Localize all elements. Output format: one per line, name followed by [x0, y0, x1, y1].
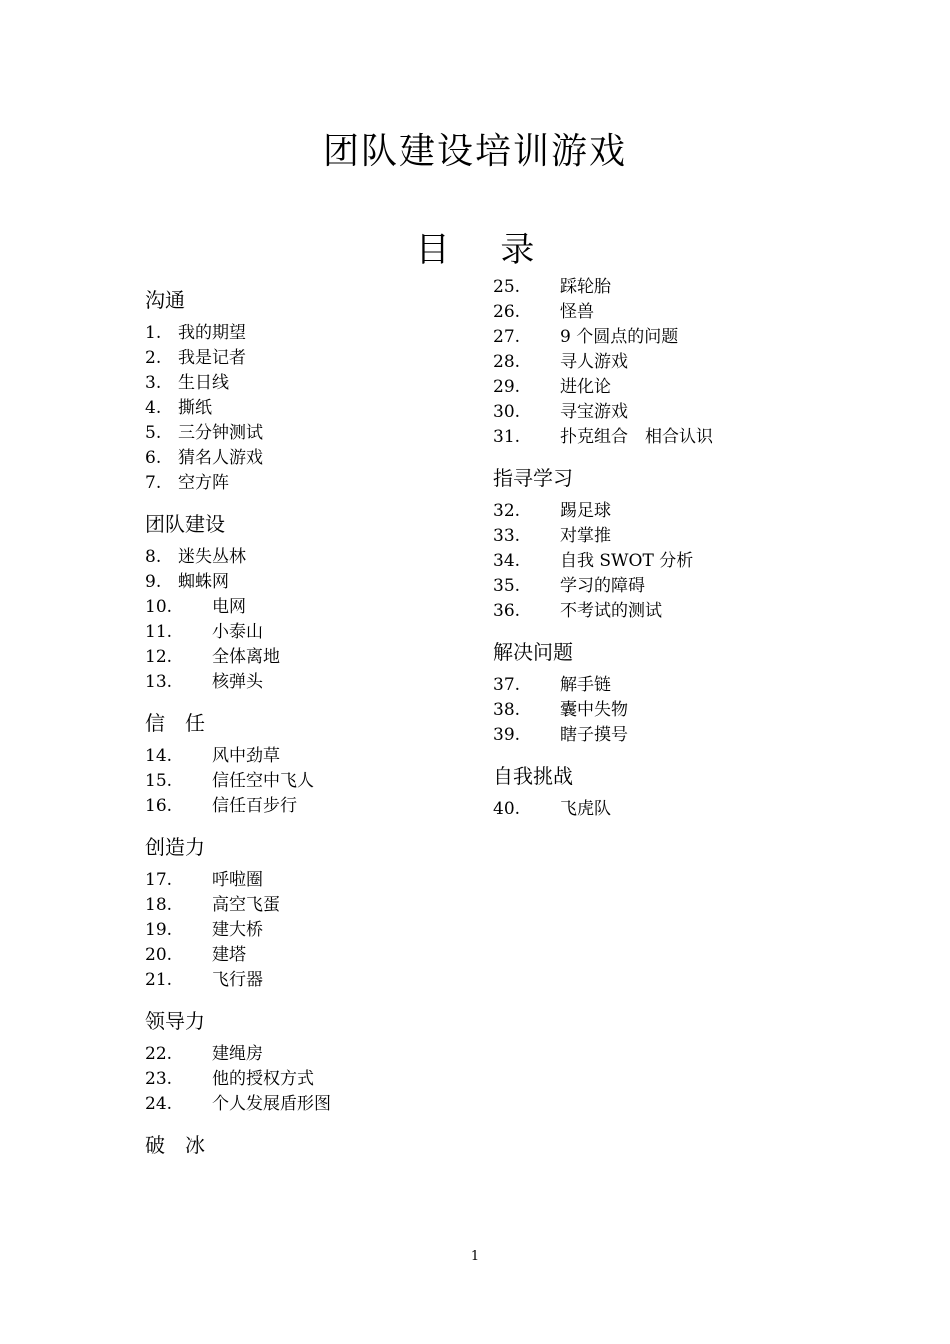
toc-entry-label: 三分钟测试 [178, 423, 263, 443]
toc-entry [145, 447, 263, 469]
toc-entry-label: 飞虎队 [560, 799, 611, 819]
toc-entry [145, 546, 246, 568]
toc-entry-label: 风中劲草 [212, 746, 280, 766]
toc-entry [493, 376, 611, 398]
toc-entry-number: 6. [145, 448, 162, 468]
toc-entry-label: 踩轮胎 [560, 277, 611, 297]
toc-entry-label: 飞行器 [212, 970, 263, 990]
section-title: 解决问题 [493, 640, 573, 664]
toc-entry-label: 9 个圆点的问题 [560, 327, 679, 347]
toc-entry-label: 建大桥 [212, 920, 263, 940]
toc-entry-label: 呼啦圈 [212, 870, 263, 890]
toc-entry-number: 7. [145, 473, 162, 493]
toc-entry [145, 347, 246, 369]
toc-entry [145, 372, 229, 394]
toc-entry-number: 2. [145, 348, 162, 368]
toc-entry [145, 1068, 314, 1090]
toc-entry-label: 踢足球 [560, 501, 611, 521]
toc-entry-label: 撕纸 [178, 398, 212, 418]
toc-entry [493, 426, 713, 448]
toc-entry-label: 自我 SWOT 分析 [560, 551, 694, 571]
toc-entry-label: 高空飞蛋 [212, 895, 280, 915]
toc-entry-number: 28. [493, 352, 521, 372]
toc-entry-label: 信任空中飞人 [212, 771, 314, 791]
toc-entry [145, 596, 246, 618]
toc-entry-label: 学习的障碍 [560, 576, 645, 596]
document-title: 团队建设培训游戏 [322, 131, 627, 172]
toc-entry-number: 26. [493, 302, 521, 322]
toc-entry-number: 11. [145, 622, 173, 642]
toc-entry-number: 32. [493, 501, 521, 521]
toc-entry-label: 建塔 [212, 945, 246, 965]
toc-entry-label: 信任百步行 [212, 796, 297, 816]
section-title: 领导力 [145, 1009, 205, 1033]
toc-entry-number: 25. [493, 277, 521, 297]
toc-entry [493, 301, 594, 323]
toc-entry-number: 24. [145, 1094, 173, 1114]
toc-entry-label: 对掌推 [560, 526, 611, 546]
toc-entry-number: 31. [493, 427, 521, 447]
toc-entry-label: 迷失丛林 [178, 547, 246, 567]
toc-entry-number: 5. [145, 423, 162, 443]
toc-entry-number: 3. [145, 373, 162, 393]
toc-entry [493, 550, 693, 572]
toc-entry-label: 扑克组合 相合认识 [560, 427, 713, 447]
toc-entry [145, 671, 263, 693]
toc-entry-number: 37. [493, 675, 521, 695]
toc-entry-number: 4. [145, 398, 162, 418]
toc-entry [493, 276, 611, 298]
toc-entry-label: 寻宝游戏 [560, 402, 628, 422]
toc-entry [145, 422, 263, 444]
toc-entry-number: 38. [493, 700, 521, 720]
toc-entry-label: 电网 [212, 597, 246, 617]
toc-entry [493, 724, 628, 746]
toc-entry-number: 23. [145, 1069, 173, 1089]
toc-entry [493, 600, 662, 622]
toc-entry-number: 30. [493, 402, 521, 422]
toc-entry-number: 29. [493, 377, 521, 397]
toc-entry-number: 20. [145, 945, 173, 965]
toc-entry-label: 蜘蛛网 [178, 572, 229, 592]
toc-entry-number: 17. [145, 870, 173, 890]
toc-entry-number: 40. [493, 799, 521, 819]
toc-entry [493, 798, 611, 820]
toc-entry [145, 969, 263, 991]
toc-entry [493, 575, 645, 597]
toc-entry [145, 869, 263, 891]
toc-entry-number: 35. [493, 576, 521, 596]
section-title: 团队建设 [145, 512, 225, 536]
toc-entry-number: 36. [493, 601, 521, 621]
toc-entry [145, 894, 280, 916]
section-title: 自我挑战 [493, 764, 573, 788]
toc-entry-number: 27. [493, 327, 521, 347]
toc-entry-label: 怪兽 [560, 302, 594, 322]
toc-entry-number: 33. [493, 526, 521, 546]
toc-entry-number: 8. [145, 547, 162, 567]
toc-entry [145, 745, 280, 767]
toc-entry-label: 我的期望 [178, 323, 246, 343]
toc-entry [145, 1043, 263, 1065]
toc-entry-label: 解手链 [560, 675, 611, 695]
toc-entry-label: 小泰山 [212, 622, 263, 642]
toc-entry-number: 12. [145, 647, 173, 667]
toc-entry [145, 646, 280, 668]
toc-entry [493, 401, 628, 423]
toc-entry-label: 进化论 [560, 377, 611, 397]
toc-entry-label: 猜名人游戏 [178, 448, 263, 468]
toc-entry-label: 囊中失物 [560, 700, 628, 720]
section-title: 指寻学习 [493, 466, 573, 490]
section-title: 沟通 [145, 288, 185, 312]
toc-entry-label: 寻人游戏 [560, 352, 628, 372]
toc-entry [145, 919, 263, 941]
toc-entry [145, 1093, 331, 1115]
toc-entry-label: 全体离地 [212, 647, 280, 667]
toc-entry-label: 瞎子摸号 [560, 725, 628, 745]
toc-entry-label: 他的授权方式 [212, 1069, 314, 1089]
section-title: 信 任 [145, 711, 205, 735]
toc-entry [145, 472, 229, 494]
page-number: 1 [470, 1249, 480, 1264]
toc-entry-label: 建绳房 [212, 1044, 263, 1064]
toc-entry [493, 699, 628, 721]
toc-entry-label: 空方阵 [178, 473, 229, 493]
toc-entry-number: 15. [145, 771, 173, 791]
toc-entry-label: 核弹头 [212, 672, 263, 692]
toc-entry-number: 13. [145, 672, 173, 692]
section-title: 创造力 [145, 835, 205, 859]
toc-entry [493, 525, 611, 547]
toc-entry [493, 351, 628, 373]
toc-heading: 目 录 [415, 230, 535, 270]
toc-entry-number: 14. [145, 746, 173, 766]
toc-entry-label: 个人发展盾形图 [212, 1094, 331, 1114]
toc-entry-number: 39. [493, 725, 521, 745]
toc-entry-number: 18. [145, 895, 173, 915]
toc-entry-label: 我是记者 [178, 348, 246, 368]
toc-entry [145, 397, 212, 419]
toc-entry-number: 34. [493, 551, 521, 571]
toc-entry-number: 19. [145, 920, 173, 940]
toc-entry [145, 770, 314, 792]
toc-entry [145, 621, 263, 643]
toc-entry-number: 21. [145, 970, 173, 990]
toc-entry-number: 9. [145, 572, 162, 592]
toc-entry [145, 944, 246, 966]
toc-entry-number: 16. [145, 796, 173, 816]
toc-entry [493, 674, 611, 696]
toc-entry-number: 1. [145, 323, 162, 343]
toc-entry [145, 322, 246, 344]
toc-entry-number: 10. [145, 597, 173, 617]
section-title: 破 冰 [145, 1133, 205, 1157]
toc-entry [493, 500, 611, 522]
toc-entry [145, 571, 229, 593]
toc-entry-label: 生日线 [178, 373, 229, 393]
toc-entry [493, 326, 678, 348]
toc-entry [145, 795, 297, 817]
toc-entry-number: 22. [145, 1044, 173, 1064]
toc-entry-label: 不考试的测试 [560, 601, 662, 621]
